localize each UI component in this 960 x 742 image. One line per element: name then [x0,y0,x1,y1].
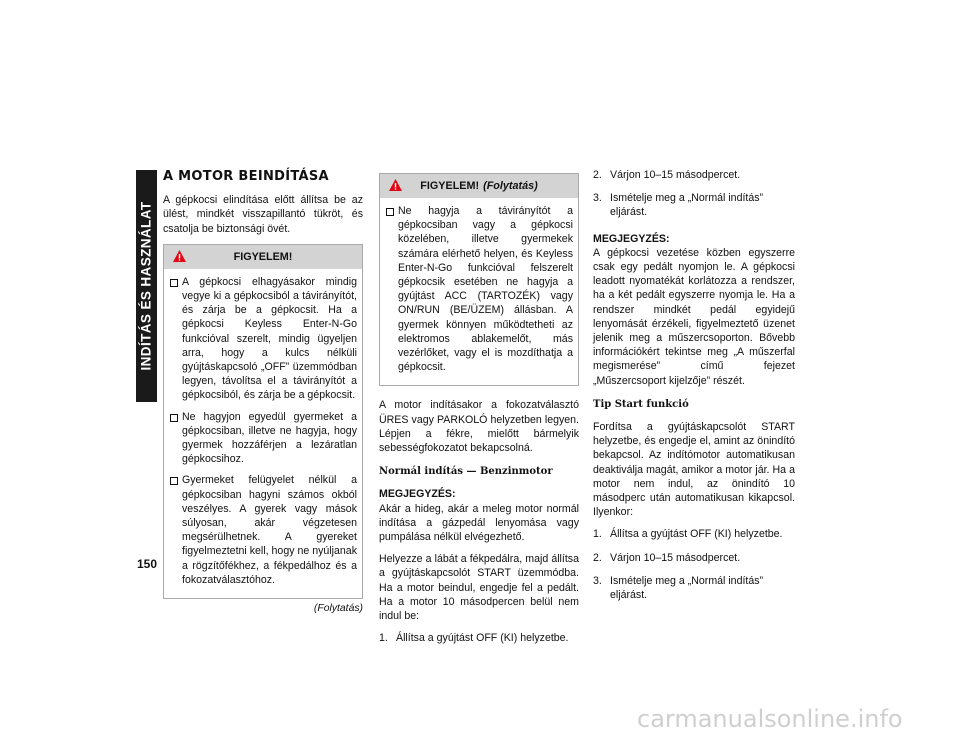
warning-body [380,198,578,385]
warning-box [163,244,363,599]
list-item [593,574,795,602]
warning-triangle-icon [172,249,187,263]
warning-header [164,245,362,269]
list-item [593,527,795,541]
list-text: Állítsa a gyújtást OFF (KI) helyzetbe. [610,528,783,541]
page-title: A MOTOR BEINDÍTÁSA [163,169,329,184]
column-2 [379,168,579,654]
column-1 [163,168,363,616]
note-label: MEGJEGYZÉS: [379,488,456,501]
section-tab-label: INDÍTÁS ÉS HASZNÁLAT [138,201,154,371]
warning-item: Ne hagyjon egyedül gyermeket a gépkocsiban, illetve ne hagyja, hogy gyermek hozzáférjen a lezáratlan gépkocsihoz. [169,410,357,467]
list-number: 1. [593,528,602,541]
section-subheading: Tip Start funkció [593,398,689,410]
note-label: MEGJEGYZÉS: [593,232,670,245]
warning-title: FIGYELEM! [420,179,480,192]
list-number: 3. [593,574,602,587]
warning-item: Ne hagyja a távirányítót a gépkocsiban vagy a gépkocsi közelében, illetve gyermekek számára elérhető helyen, és Keyless Enter-N-Go funkcióval felszerelt gépkocsik esetében ne hagyja a gyújtást ACC (TARTOZÉK) vagy ON/RUN (BE/ÜZEM) állásban. A gyermek könnyen működtetheti az elektromos ablakemelőt, más vezérlőket, vagy el is mozdíthatja a gépkocsit. [385,204,573,374]
column-3 [593,168,795,611]
warning-title-suffix: (Folytatás) [483,179,538,192]
warning-item: Gyermeket felügyelet nélkül a gépkocsiban hagyni számos okból veszélyes. A gyerek vagy mások súlyosan, akár végzetesen megsérülhetnek. A gyereket figyelmeztetni kell, hogy ne nyúljanak a rögzítőfékhez, a fékpedálhoz és a fokozatválasztóhoz. [169,473,357,587]
list-text: Állítsa a gyújtást OFF (KI) helyzetbe. [396,632,569,645]
list-text: Várjon 10–15 másodpercet. [610,551,741,564]
list-number: 2. [593,551,602,564]
watermark: carmanualsonline.info [637,705,903,733]
list-item [593,191,795,219]
note-text: Akár a hideg, akár a meleg motor normál indítása a gázpedál lenyomása vagy pumpálása nélkül elvégezhető. [379,502,579,544]
paragraph: A motor indításakor a fokozatválasztó ÜRES vagy PARKOLÓ helyzetben legyen. Lépjen a fékre, mielőtt bármelyik sebességfokozatot bekapcsolná. [379,399,579,455]
warning-body [164,269,362,598]
page-number: 150 [137,557,158,571]
warning-header [380,174,578,198]
warning-box-continued [379,173,579,386]
warning-title: FIGYELEM! [233,250,293,263]
list-number: 2. [593,169,602,181]
list-text: Várjon 10–15 másodpercet. [610,169,741,181]
list-item [379,631,579,645]
warning-triangle-icon [388,178,403,192]
paragraph: Helyezze a lábát a fékpedálra, majd állítsa a gyújtáskapcsolót START üzemmódba. Ha a motor beindul, engedje fel a pedált. Ha a motor 10 másodpercen belül nem indul be: [379,553,579,623]
paragraph: Fordítsa a gyújtáskapcsolót START helyzetbe, és engedje el, amint az önindító bekapcsol. Az indítómotor automatikusan deaktiválja magát, amikor a motor jár. Ha a motor nem indul, az önindító 10 másodperc után automatikusan kikapcsol. Ilyenkor: [593,421,795,519]
list-item [593,551,795,565]
list-item [593,168,795,182]
note-text: A gépkocsi vezetése közben egyszerre csak egy pedált nyomjon le. A gépkocsi leadott nyomatékát korlátozza a rendszer, ha a két pedált egyszerre nyomja le. Ha a rendszer mindkét pedál egyidejű lenyomását érzékeli, figyelmeztető üzenet jelenik meg a műszercsoporton. Bővebb információkért tekintse meg „A műszerfal megismerése” című fejezet „Műszercsoport kijelzője” részét. [593,246,795,387]
section-subheading: Normál indítás — Benzinmotor [379,466,553,478]
list-text: Ismételje meg a „Normál indítás” eljárást. [610,192,764,219]
list-number: 3. [593,192,602,205]
warning-item: A gépkocsi elhagyásakor mindig vegye ki a gépkocsiból a távirányítót, és zárja be a gépkocsit. Ha a gépkocsi Keyless Enter-N-Go funkcióval szerelt, mindig ügyeljen arra, hogy a kulcs nélküli gyújtáskapcsoló „OFF” üzemmódban legyen, távolítsa el a távirányítót a gépkocsiból, és zárja be a gépkocsit. [169,275,357,403]
list-text: Ismételje meg a „Normál indítás” eljárást. [610,574,764,602]
intro-paragraph: A gépkocsi elindítása előtt állítsa be az ülést, mindkét visszapillantó tükröt, és csatolja be biztonsági övét. [163,194,363,235]
list-number: 1. [379,632,388,645]
continued-note: (Folytatás) [313,603,363,615]
